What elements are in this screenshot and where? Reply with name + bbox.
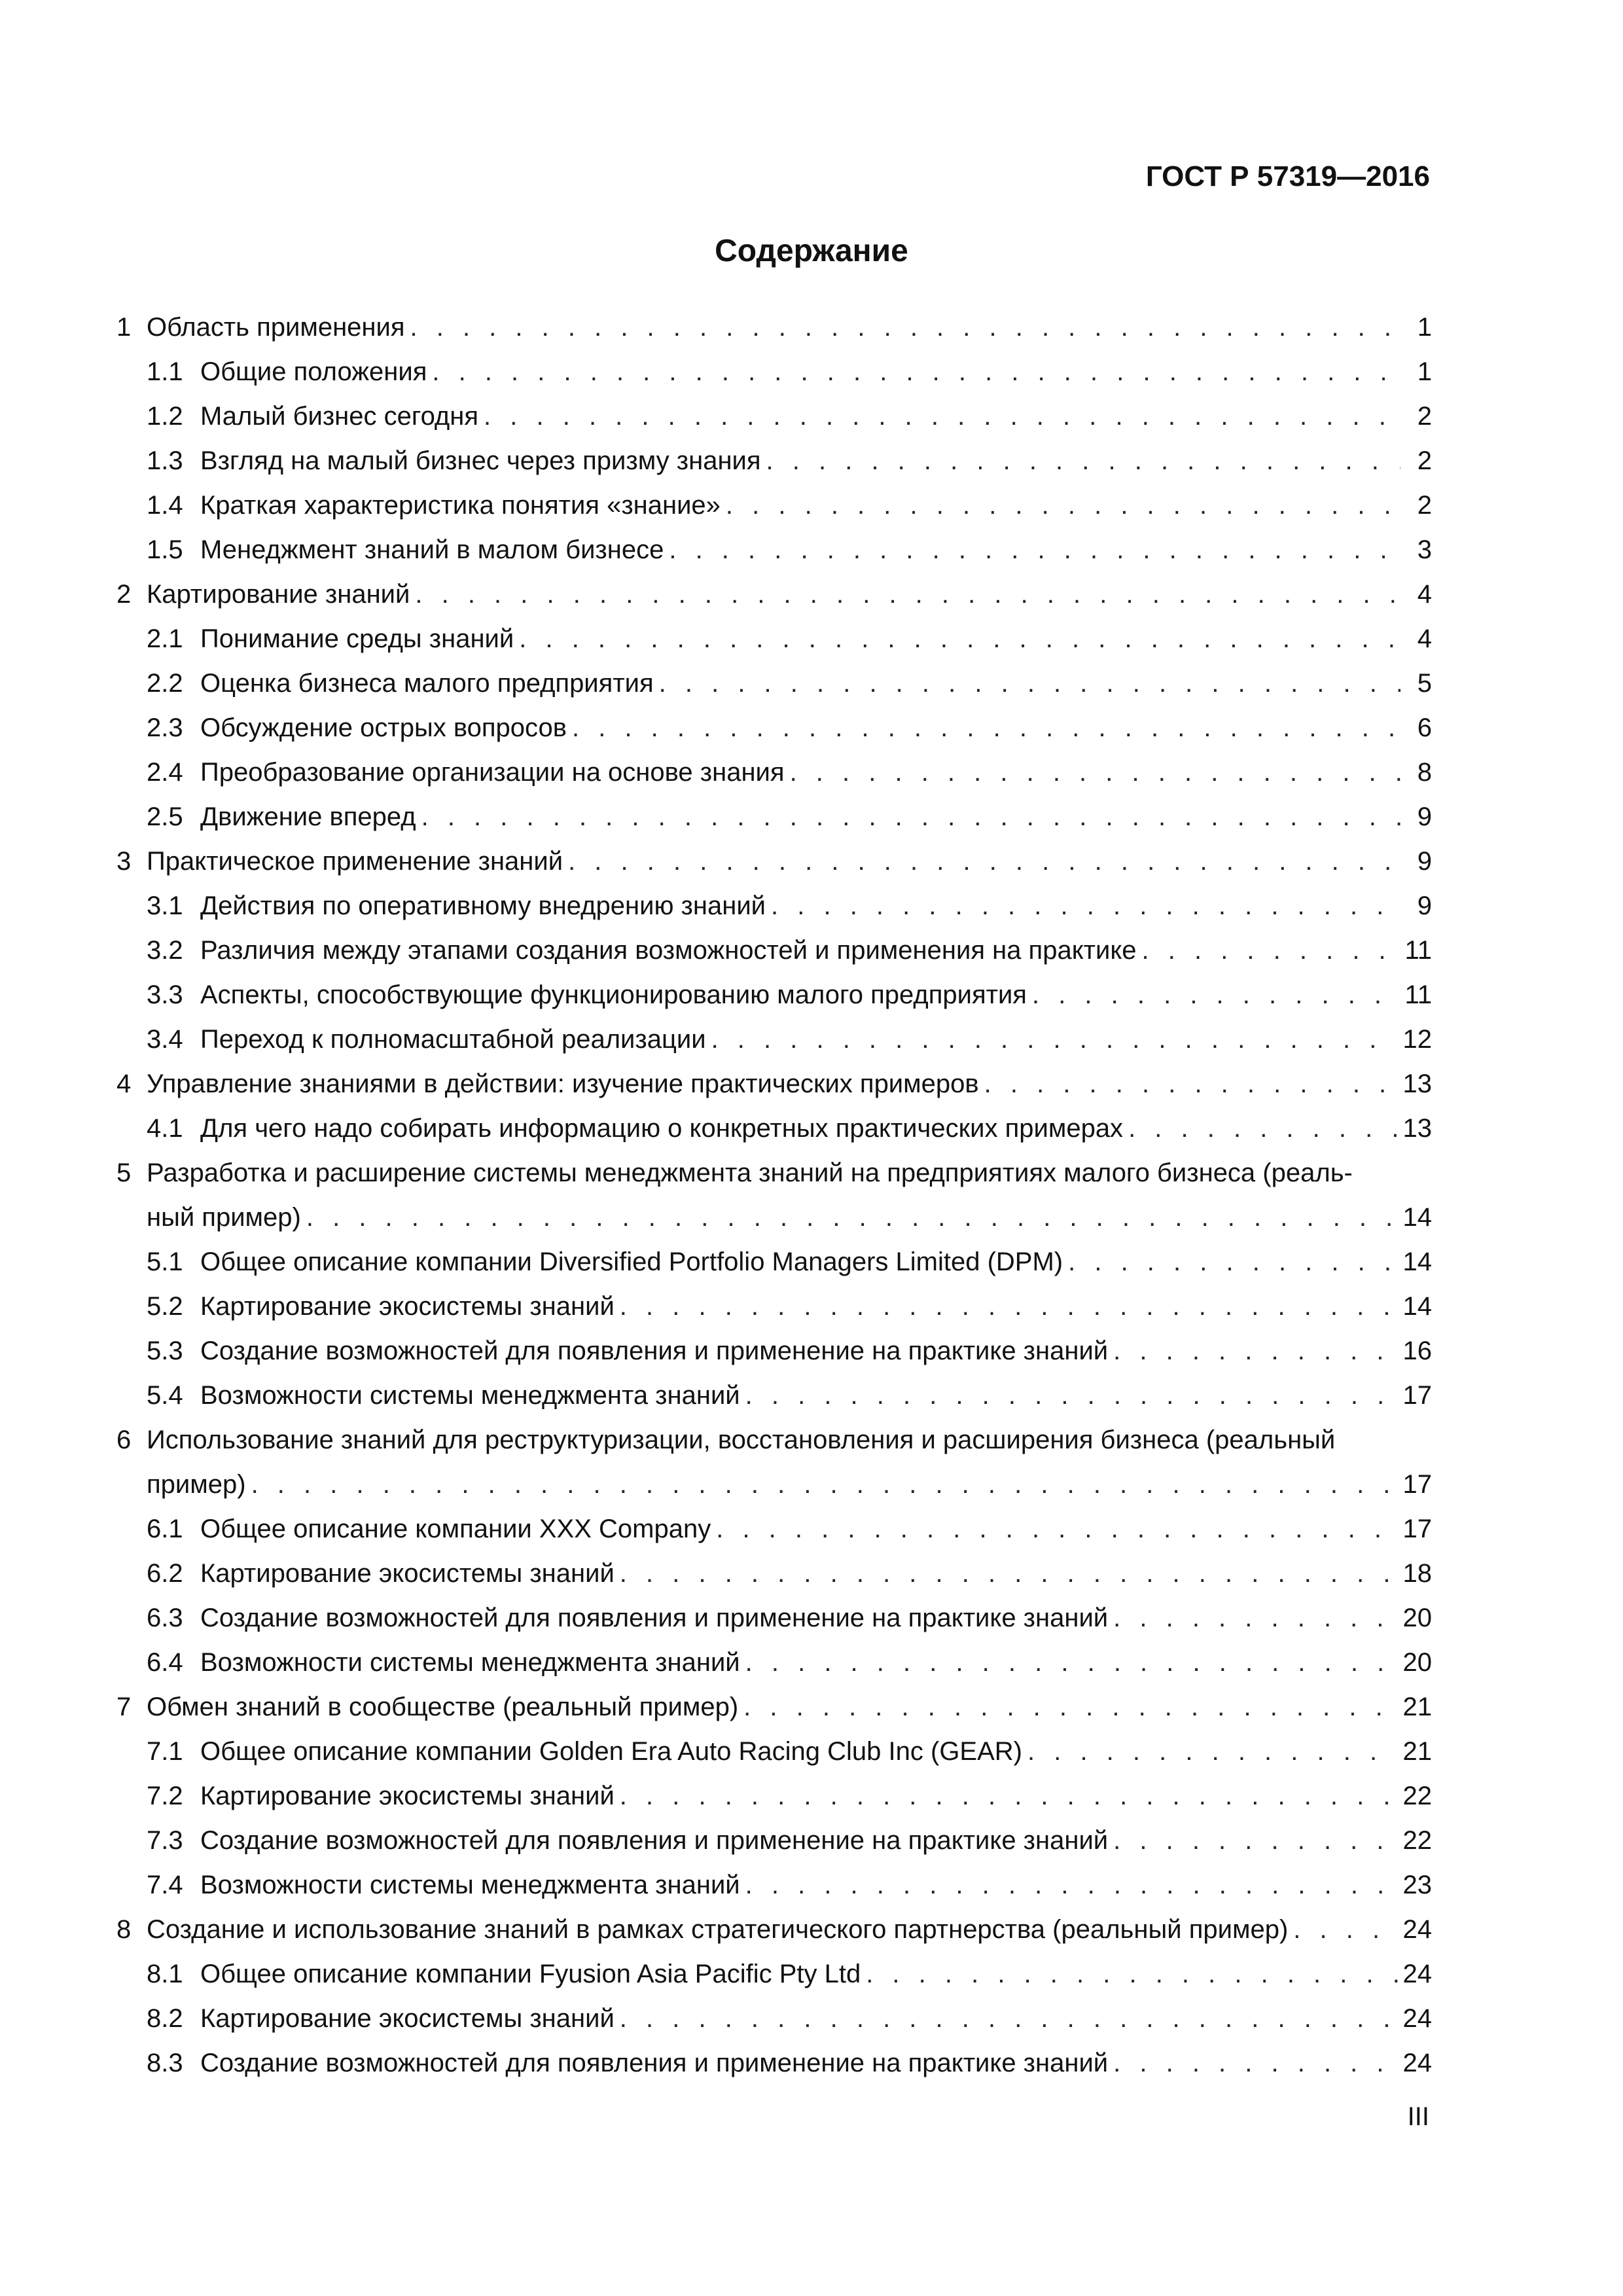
toc-entry-title: Картирование экосистемы знаний bbox=[200, 1559, 615, 1588]
toc-entry-page: 11 bbox=[1404, 936, 1432, 965]
toc-entry-page: 3 bbox=[1417, 535, 1432, 564]
toc-entry-title: Создание возможностей для появления и применение на практике знаний bbox=[200, 2049, 1109, 2077]
toc-dot-leader bbox=[415, 572, 1400, 617]
toc-entry-title: Общее описание компании Fyusion Asia Pacific Pty Ltd bbox=[200, 1960, 861, 1988]
toc-entry-number: 5 bbox=[116, 1158, 132, 1187]
toc-entry-page: 4 bbox=[1417, 624, 1432, 653]
toc-entry-number: 5.2 bbox=[147, 1292, 183, 1321]
toc-dot-leader bbox=[711, 1017, 1398, 1062]
toc-entry-title: Использование знаний для реструктуризации, восстановления и расширения бизнеса (реальный bbox=[147, 1426, 1336, 1454]
toc-entry-page: 17 bbox=[1402, 1381, 1432, 1410]
table-of-contents bbox=[116, 305, 1432, 2085]
toc-entry-page: 14 bbox=[1402, 1247, 1432, 1276]
toc-entry-title: Создание возможностей для появления и применение на практике знаний bbox=[200, 1604, 1109, 1632]
toc-entry[interactable] bbox=[116, 572, 1432, 617]
toc-entry-title: Аспекты, способствующие функционированию малого предприятия bbox=[200, 980, 1027, 1009]
toc-dot-leader bbox=[984, 1062, 1398, 1106]
toc-entry-title: Управление знаниями в действии: изучение практических примеров bbox=[147, 1069, 979, 1098]
toc-dot-leader bbox=[745, 1373, 1398, 1418]
toc-entry[interactable] bbox=[116, 617, 1432, 661]
toc-entry-number: 7.2 bbox=[147, 1782, 183, 1810]
toc-entry-number: 7.4 bbox=[147, 1871, 183, 1899]
toc-dot-leader bbox=[620, 1774, 1398, 1818]
toc-entry[interactable] bbox=[116, 1062, 1432, 1106]
toc-entry-title: Картирование экосистемы знаний bbox=[200, 2004, 615, 2033]
toc-entry-number: 8 bbox=[116, 1915, 132, 1944]
toc-entry-page: 2 bbox=[1417, 446, 1432, 475]
toc-entry-title: Общие положения bbox=[200, 357, 427, 386]
toc-entry-page: 9 bbox=[1417, 891, 1432, 920]
toc-entry-number: 2.2 bbox=[147, 669, 183, 698]
toc-entry[interactable] bbox=[116, 1818, 1432, 1863]
toc-entry-number: 6.4 bbox=[147, 1648, 183, 1677]
toc-entry-title: Общее описание компании XXX Company bbox=[200, 1515, 711, 1543]
toc-entry-title: Менеджмент знаний в малом бизнесе bbox=[200, 535, 664, 564]
toc-entry-number: 3.2 bbox=[147, 936, 183, 965]
toc-dot-leader bbox=[771, 884, 1400, 928]
toc-entry-number: 1.2 bbox=[147, 402, 183, 431]
toc-entry[interactable] bbox=[116, 661, 1432, 706]
toc-entry-page: 21 bbox=[1402, 1693, 1432, 1721]
toc-entry[interactable] bbox=[116, 1952, 1432, 1996]
toc-entry-page: 14 bbox=[1402, 1203, 1432, 1232]
toc-entry-title: Различия между этапами создания возможностей и применения на практике bbox=[200, 936, 1137, 965]
toc-entry[interactable] bbox=[116, 2041, 1432, 2085]
toc-entry-title: Практическое применение знаний bbox=[147, 847, 563, 876]
toc-entry-number: 8.2 bbox=[147, 2004, 183, 2033]
toc-entry-title: Картирование знаний bbox=[147, 580, 410, 609]
toc-entry-title: Малый бизнес сегодня bbox=[200, 402, 479, 431]
toc-entry-page: 22 bbox=[1402, 1782, 1432, 1810]
toc-entry-number: 7.1 bbox=[147, 1737, 183, 1766]
toc-entry-number: 1.1 bbox=[147, 357, 183, 386]
toc-dot-leader bbox=[790, 750, 1400, 795]
toc-entry-number: 6.2 bbox=[147, 1559, 183, 1588]
toc-entry[interactable] bbox=[116, 483, 1432, 528]
toc-entry-number: 4 bbox=[116, 1069, 132, 1098]
toc-entry[interactable] bbox=[116, 528, 1432, 572]
toc-entry-title: Краткая характеристика понятия «знание» bbox=[200, 491, 721, 520]
toc-entry-title: Картирование экосистемы знаний bbox=[200, 1782, 615, 1810]
toc-entry-page: 5 bbox=[1417, 669, 1432, 698]
toc-entry[interactable] bbox=[116, 1863, 1432, 1907]
toc-entry-page: 20 bbox=[1402, 1648, 1432, 1677]
toc-entry[interactable] bbox=[116, 1284, 1432, 1329]
toc-dot-leader bbox=[1113, 1818, 1397, 1863]
toc-entry[interactable] bbox=[116, 1418, 1432, 1507]
toc-entry-page: 24 bbox=[1402, 1960, 1432, 1988]
toc-entry-number: 7 bbox=[116, 1693, 132, 1721]
toc-dot-leader bbox=[572, 706, 1400, 750]
toc-entry-number: 3.4 bbox=[147, 1025, 183, 1054]
page-number: III bbox=[1407, 2102, 1429, 2131]
toc-entry-page: 24 bbox=[1402, 2049, 1432, 2077]
toc-dot-leader bbox=[745, 1640, 1398, 1685]
toc-entry-number: 2.1 bbox=[147, 624, 183, 653]
toc-entry-title: Обсуждение острых вопросов bbox=[200, 713, 567, 742]
toc-entry[interactable] bbox=[116, 350, 1432, 394]
toc-entry-number: 6 bbox=[116, 1426, 132, 1454]
toc-entry-title-continued: ный пример) bbox=[147, 1203, 301, 1232]
toc-entry[interactable] bbox=[116, 439, 1432, 483]
toc-entry-page: 16 bbox=[1402, 1336, 1432, 1365]
toc-entry-title: Действия по оперативному внедрению знаний bbox=[200, 891, 766, 920]
toc-entry-number: 2.4 bbox=[147, 758, 183, 787]
toc-dot-leader bbox=[1113, 1596, 1397, 1640]
toc-entry-title: Возможности системы менеджмента знаний bbox=[200, 1871, 740, 1899]
toc-entry[interactable] bbox=[116, 1151, 1432, 1240]
toc-entry[interactable] bbox=[116, 305, 1432, 350]
toc-entry[interactable] bbox=[116, 706, 1432, 750]
toc-entry[interactable] bbox=[116, 1373, 1432, 1418]
toc-entry-title: Область применения bbox=[147, 313, 405, 342]
toc-dot-leader bbox=[251, 1462, 1398, 1507]
toc-entry-page: 13 bbox=[1402, 1069, 1432, 1098]
toc-entry-title: Переход к полномасштабной реализации bbox=[200, 1025, 706, 1054]
toc-dot-leader bbox=[432, 350, 1400, 394]
toc-entry[interactable] bbox=[116, 884, 1432, 928]
toc-entry-number: 6.3 bbox=[147, 1604, 183, 1632]
toc-entry-number: 3.3 bbox=[147, 980, 183, 1009]
toc-entry[interactable] bbox=[116, 1551, 1432, 1596]
toc-entry[interactable] bbox=[116, 928, 1432, 973]
toc-entry-number: 5.4 bbox=[147, 1381, 183, 1410]
toc-dot-leader bbox=[620, 1284, 1398, 1329]
toc-entry-page: 21 bbox=[1402, 1737, 1432, 1766]
toc-entry-page: 11 bbox=[1404, 980, 1432, 1009]
toc-entry[interactable] bbox=[116, 1596, 1432, 1640]
toc-dot-leader bbox=[519, 617, 1400, 661]
toc-entry[interactable] bbox=[116, 750, 1432, 795]
toc-dot-leader bbox=[1142, 928, 1400, 973]
toc-entry-title: Преобразование организации на основе знания bbox=[200, 758, 785, 787]
toc-entry-page: 8 bbox=[1417, 758, 1432, 787]
toc-dot-leader bbox=[421, 795, 1400, 839]
toc-entry-page: 1 bbox=[1417, 313, 1432, 342]
toc-dot-leader bbox=[743, 1685, 1397, 1729]
toc-entry-page: 2 bbox=[1417, 402, 1432, 431]
toc-entry-title: Оценка бизнеса малого предприятия bbox=[200, 669, 654, 698]
toc-entry-page: 12 bbox=[1402, 1025, 1432, 1054]
toc-entry-page: 24 bbox=[1402, 2004, 1432, 2033]
toc-entry-page: 22 bbox=[1402, 1826, 1432, 1855]
toc-entry-page: 4 bbox=[1417, 580, 1432, 609]
toc-entry-title: Создание возможностей для появления и применение на практике знаний bbox=[200, 1826, 1109, 1855]
toc-dot-leader bbox=[410, 305, 1400, 350]
toc-dot-leader bbox=[620, 1996, 1398, 2041]
toc-entry[interactable] bbox=[116, 1907, 1432, 1952]
toc-dot-leader bbox=[745, 1863, 1398, 1907]
toc-entry-title: Общее описание компании Golden Era Auto Racing Club Inc (GEAR) bbox=[200, 1737, 1022, 1766]
toc-entry-number: 2.5 bbox=[147, 802, 183, 831]
toc-entry-page: 14 bbox=[1402, 1292, 1432, 1321]
toc-entry-number: 1.3 bbox=[147, 446, 183, 475]
toc-entry-title: Взгляд на малый бизнес через призму знания bbox=[200, 446, 761, 475]
toc-entry[interactable] bbox=[116, 1106, 1432, 1151]
toc-entry-title: Создание возможностей для появления и применение на практике знаний bbox=[200, 1336, 1109, 1365]
toc-entry-title: Возможности системы менеджмента знаний bbox=[200, 1381, 740, 1410]
toc-dot-leader bbox=[716, 1507, 1397, 1551]
toc-entry-title: Разработка и расширение системы менеджмента знаний на предприятиях малого бизнеса (реаль- bbox=[147, 1158, 1353, 1187]
toc-dot-leader bbox=[484, 394, 1400, 439]
toc-dot-leader bbox=[1032, 973, 1400, 1017]
toc-entry-title: Движение вперед bbox=[200, 802, 416, 831]
toc-entry[interactable] bbox=[116, 839, 1432, 884]
toc-entry-number: 3.1 bbox=[147, 891, 183, 920]
toc-entry-title: Возможности системы менеджмента знаний bbox=[200, 1648, 740, 1677]
toc-entry-title: Создание и использование знаний в рамках стратегического партнерства (реальный пример) bbox=[147, 1915, 1289, 1944]
page-title: Содержание bbox=[715, 234, 908, 268]
toc-entry-number: 1.5 bbox=[147, 535, 183, 564]
toc-entry[interactable] bbox=[116, 1329, 1432, 1373]
toc-entry-page: 17 bbox=[1402, 1470, 1432, 1499]
toc-dot-leader bbox=[766, 439, 1400, 483]
toc-dot-leader bbox=[1113, 2041, 1397, 2085]
toc-entry-number: 5.1 bbox=[147, 1247, 183, 1276]
toc-entry-page: 24 bbox=[1402, 1915, 1432, 1944]
toc-entry-title: Понимание среды знаний bbox=[200, 624, 514, 653]
toc-entry-number: 7.3 bbox=[147, 1826, 183, 1855]
toc-entry[interactable] bbox=[116, 973, 1432, 1017]
toc-entry-number: 2 bbox=[116, 580, 132, 609]
toc-entry-number: 3 bbox=[116, 847, 132, 876]
toc-entry-page: 2 bbox=[1417, 491, 1432, 520]
toc-entry-number: 5.3 bbox=[147, 1336, 183, 1365]
toc-dot-leader bbox=[620, 1551, 1398, 1596]
toc-entry-number: 6.1 bbox=[147, 1515, 183, 1543]
toc-entry-page: 6 bbox=[1417, 713, 1432, 742]
toc-entry-title: Обмен знаний в сообществе (реальный пример) bbox=[147, 1693, 739, 1721]
toc-dot-leader bbox=[866, 1952, 1397, 1996]
toc-dot-leader bbox=[1027, 1729, 1398, 1774]
toc-entry-title-continued: пример) bbox=[147, 1470, 246, 1499]
toc-entry-page: 20 bbox=[1402, 1604, 1432, 1632]
toc-entry-number: 1.4 bbox=[147, 491, 183, 520]
toc-dot-leader bbox=[1293, 1907, 1397, 1952]
toc-entry[interactable] bbox=[116, 1017, 1432, 1062]
toc-entry-number: 2.3 bbox=[147, 713, 183, 742]
toc-entry-number: 1 bbox=[116, 313, 132, 342]
toc-dot-leader bbox=[669, 528, 1400, 572]
toc-dot-leader bbox=[1068, 1240, 1397, 1284]
toc-dot-leader bbox=[1113, 1329, 1397, 1373]
toc-dot-leader bbox=[568, 839, 1400, 884]
toc-entry-title: Для чего надо собирать информацию о конкретных практических примерах bbox=[200, 1114, 1124, 1143]
standard-designation: ГОСТ Р 57319—2016 bbox=[1145, 160, 1430, 192]
toc-entry-page: 9 bbox=[1417, 847, 1432, 876]
toc-entry-page: 9 bbox=[1417, 802, 1432, 831]
toc-entry-page: 23 bbox=[1402, 1871, 1432, 1899]
toc-dot-leader bbox=[726, 483, 1400, 528]
toc-entry[interactable] bbox=[116, 1507, 1432, 1551]
toc-dot-leader bbox=[659, 661, 1400, 706]
toc-entry[interactable] bbox=[116, 1774, 1432, 1818]
toc-entry[interactable] bbox=[116, 1685, 1432, 1729]
toc-entry-page: 1 bbox=[1417, 357, 1432, 386]
toc-entry[interactable] bbox=[116, 1240, 1432, 1284]
toc-entry-title: Общее описание компании Diversified Portfolio Managers Limited (DPM) bbox=[200, 1247, 1063, 1276]
toc-entry[interactable] bbox=[116, 1640, 1432, 1685]
toc-entry-title: Картирование экосистемы знаний bbox=[200, 1292, 615, 1321]
toc-entry[interactable] bbox=[116, 1729, 1432, 1774]
toc-entry[interactable] bbox=[116, 795, 1432, 839]
toc-entry-number: 8.1 bbox=[147, 1960, 183, 1988]
toc-dot-leader bbox=[306, 1195, 1398, 1240]
toc-entry-number: 8.3 bbox=[147, 2049, 183, 2077]
toc-dot-leader bbox=[1128, 1106, 1397, 1151]
toc-entry[interactable] bbox=[116, 394, 1432, 439]
toc-entry-page: 13 bbox=[1402, 1114, 1432, 1143]
toc-entry[interactable] bbox=[116, 1996, 1432, 2041]
toc-entry-page: 18 bbox=[1402, 1559, 1432, 1588]
toc-entry-page: 17 bbox=[1402, 1515, 1432, 1543]
toc-entry-number: 4.1 bbox=[147, 1114, 183, 1143]
